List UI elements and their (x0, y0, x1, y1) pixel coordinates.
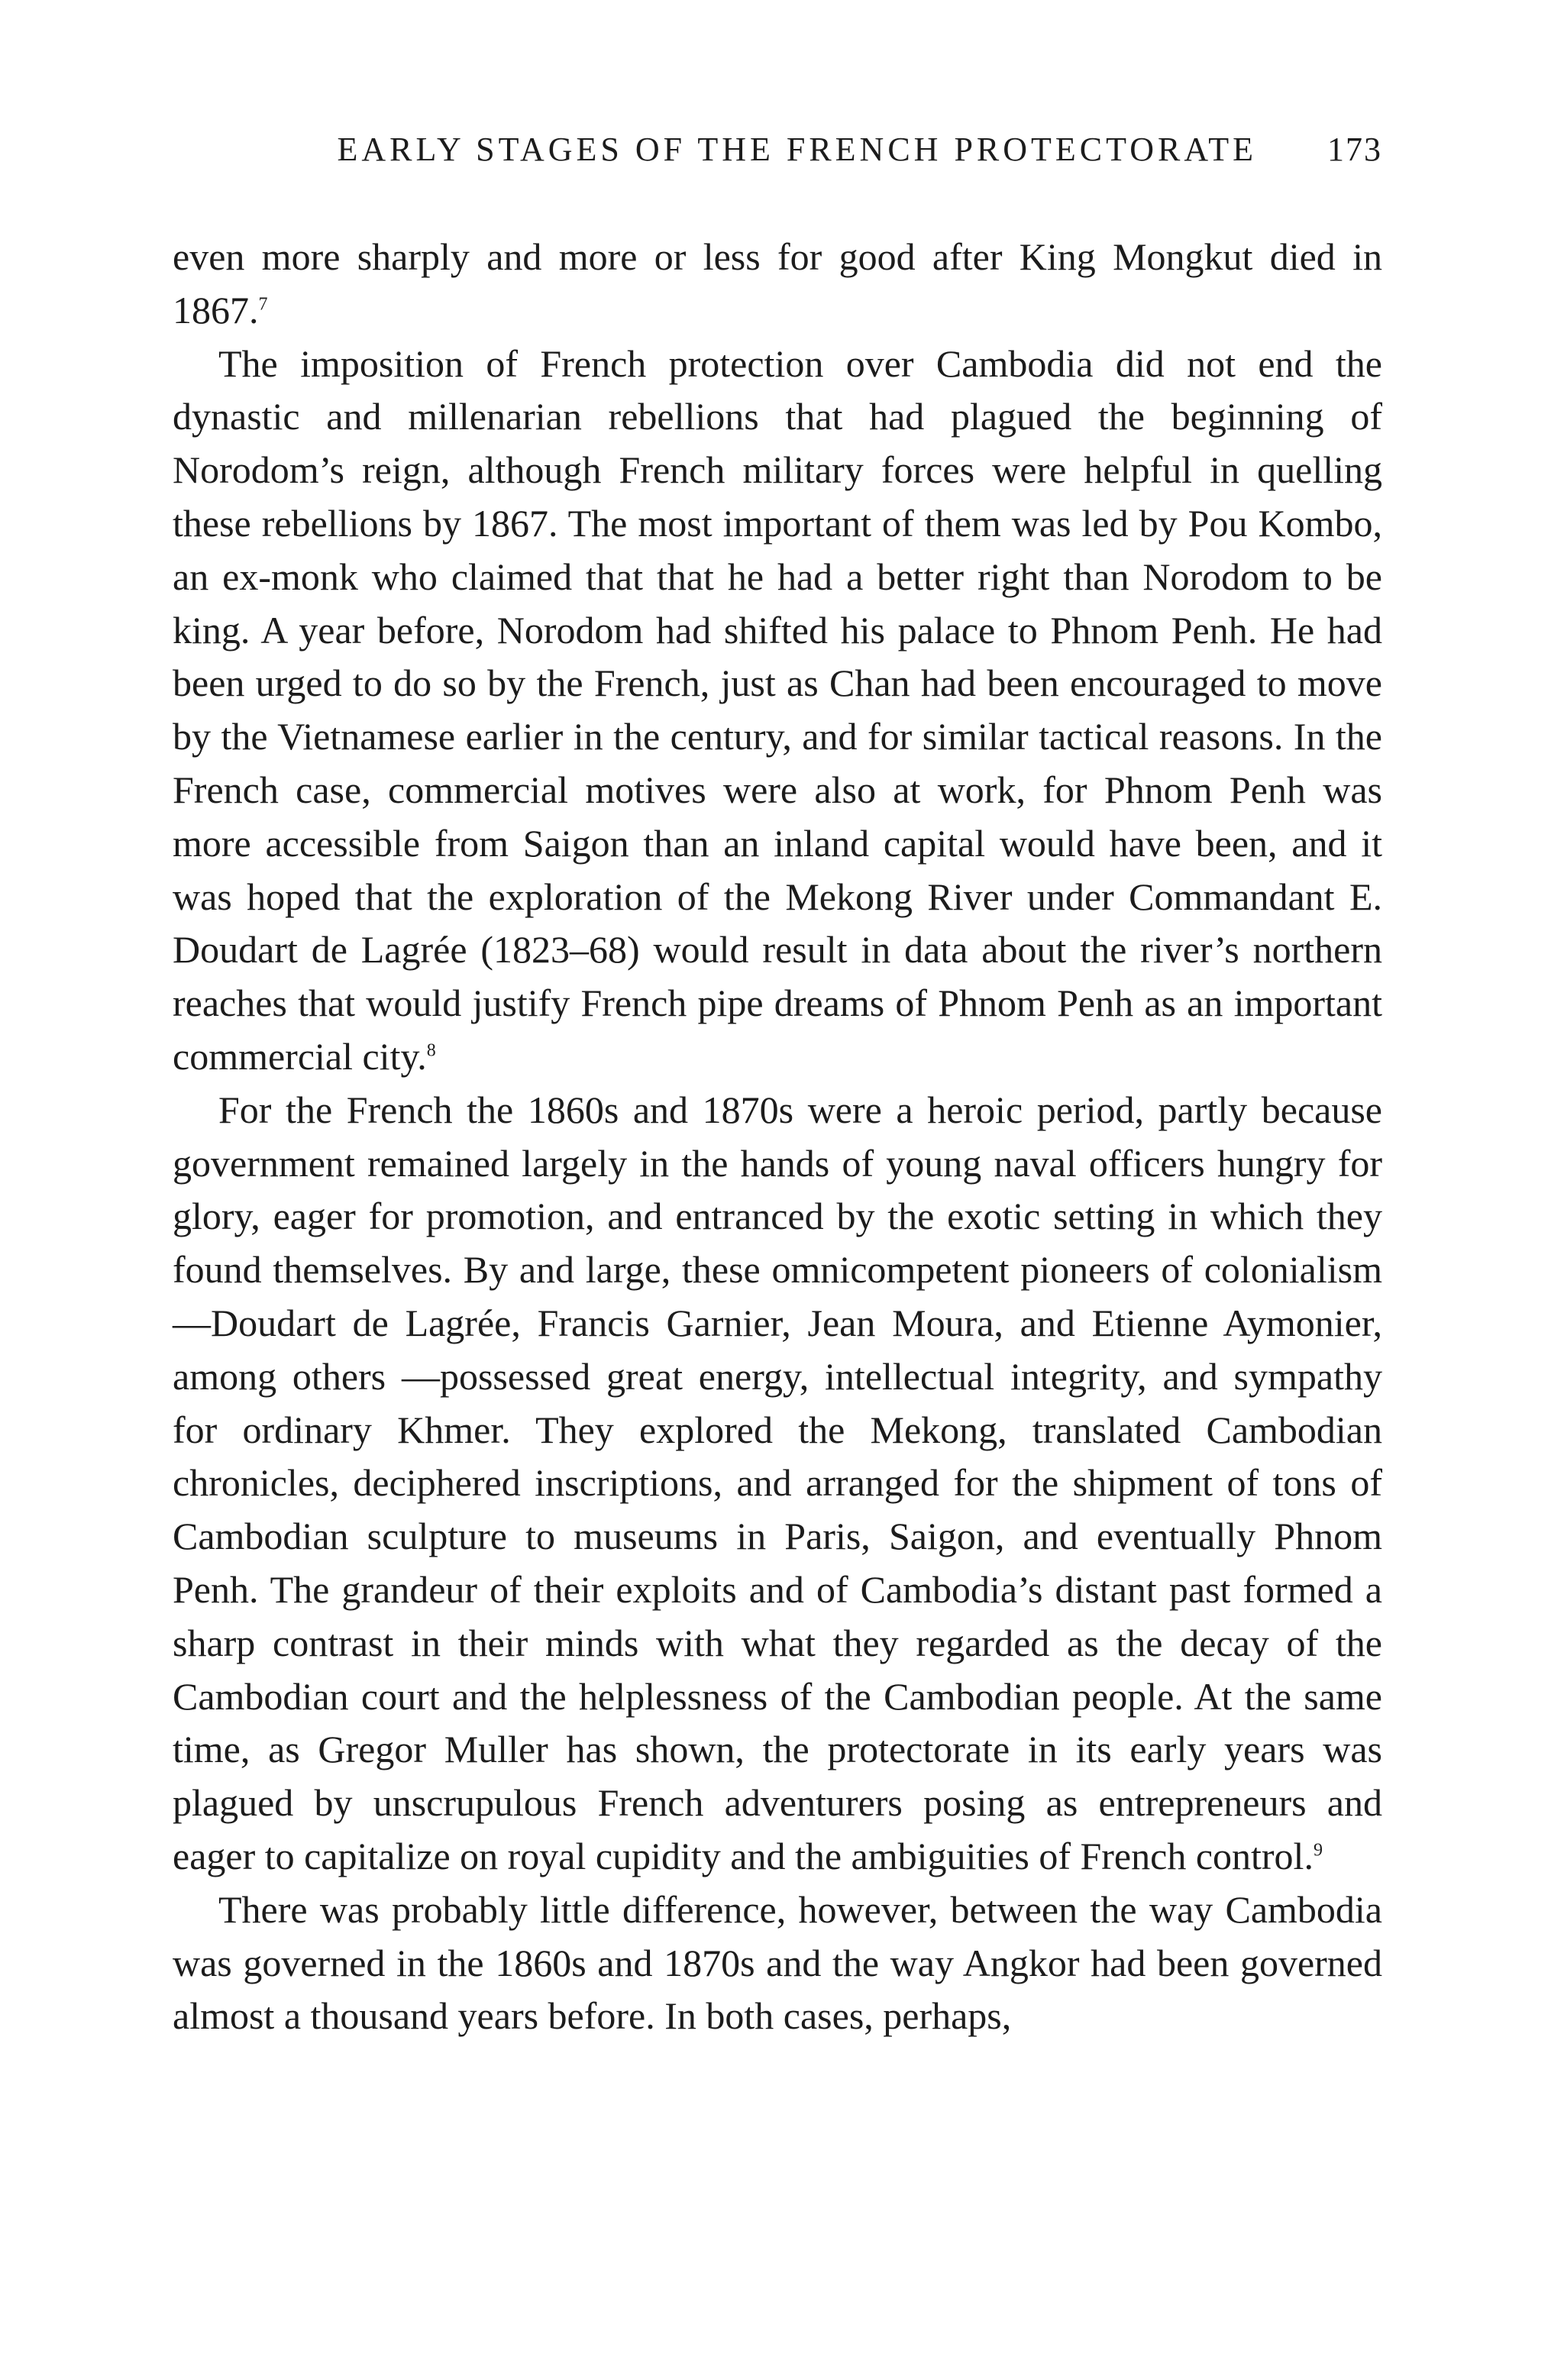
body-text (173, 231, 1382, 2043)
footnote-marker: 9 (1313, 1840, 1323, 1861)
running-head-title: EARLY STAGES OF THE FRENCH PROTECTORATE (337, 131, 1257, 168)
paragraph (173, 1884, 1382, 2043)
paragraph-text: There was probably little difference, however, between the way Cambodia was governed in the 1860s and 1870s and the way Angkor had been governed almost a thousand years before. In both cases, perhaps, (173, 1887, 1382, 2038)
paragraph-text: For the French the 1860s and 1870s were a heroic period, partly because government remained largely in the hands of young naval officers hungry for glory, eager for promotion, and entranced by the exotic setting in which they found themselves. By and large, these omnicompetent pioneers of colonialism—Doudart de Lagrée, Francis Garnier, Jean Moura, and Etienne Aymonier, among others —possessed great energy, intellectual integrity, and sympathy for ordinary Khmer. They explored the Mekong, translated Cambodian chronicles, deciphered inscriptions, and arranged for the shipment of tons of Cambodian sculpture to museums in Paris, Saigon, and eventually Phnom Penh. The grandeur of their exploits and of Cambodia’s distant past formed a sharp contrast in their minds with what they regarded as the decay of the Cambodian court and the helplessness of the Cambodian people. At the same time, as Gregor Muller has shown, the protectorate in its early years was plagued by unscrupulous French adventurers posing as entrepreneurs and eager to capitalize on royal cupidity and the ambiguities of French control. (173, 1088, 1382, 1877)
running-head (173, 127, 1382, 173)
paragraph (173, 1084, 1382, 1884)
page-number: 173 (1327, 131, 1382, 168)
paragraph (173, 338, 1382, 1084)
paragraph-text: even more sharply and more or less for good after King Mongkut died in 1867. (173, 235, 1382, 331)
paragraph-text: The imposition of French protection over Cambodia did not end the dynastic and millenarian rebellions that had plagued the beginning of Norodom’s reign, although French military forces were helpful in quelling these rebellions by 1867. The most important of them was led by Pou Kombo, an ex-monk who claimed that that he had a better right than Norodom to be king. A year before, Norodom had shifted his palace to Phnom Penh. He had been urged to do so by the French, just as Chan had been encouraged to move by the Vietnamese earlier in the century, and for similar tactical reasons. In the French case, commercial motives were also at work, for Phnom Penh was more accessible from Saigon than an inland capital would have been, and it was hoped that the exploration of the Mekong River under Commandant E. Doudart de Lagrée (1823–68) would result in data about the river’s northern reaches that would justify French pipe dreams of Phnom Penh as an important commercial city. (173, 341, 1382, 1078)
footnote-marker: 8 (426, 1040, 436, 1061)
footnote-marker: 7 (258, 294, 268, 315)
paragraph-continued (173, 231, 1382, 338)
